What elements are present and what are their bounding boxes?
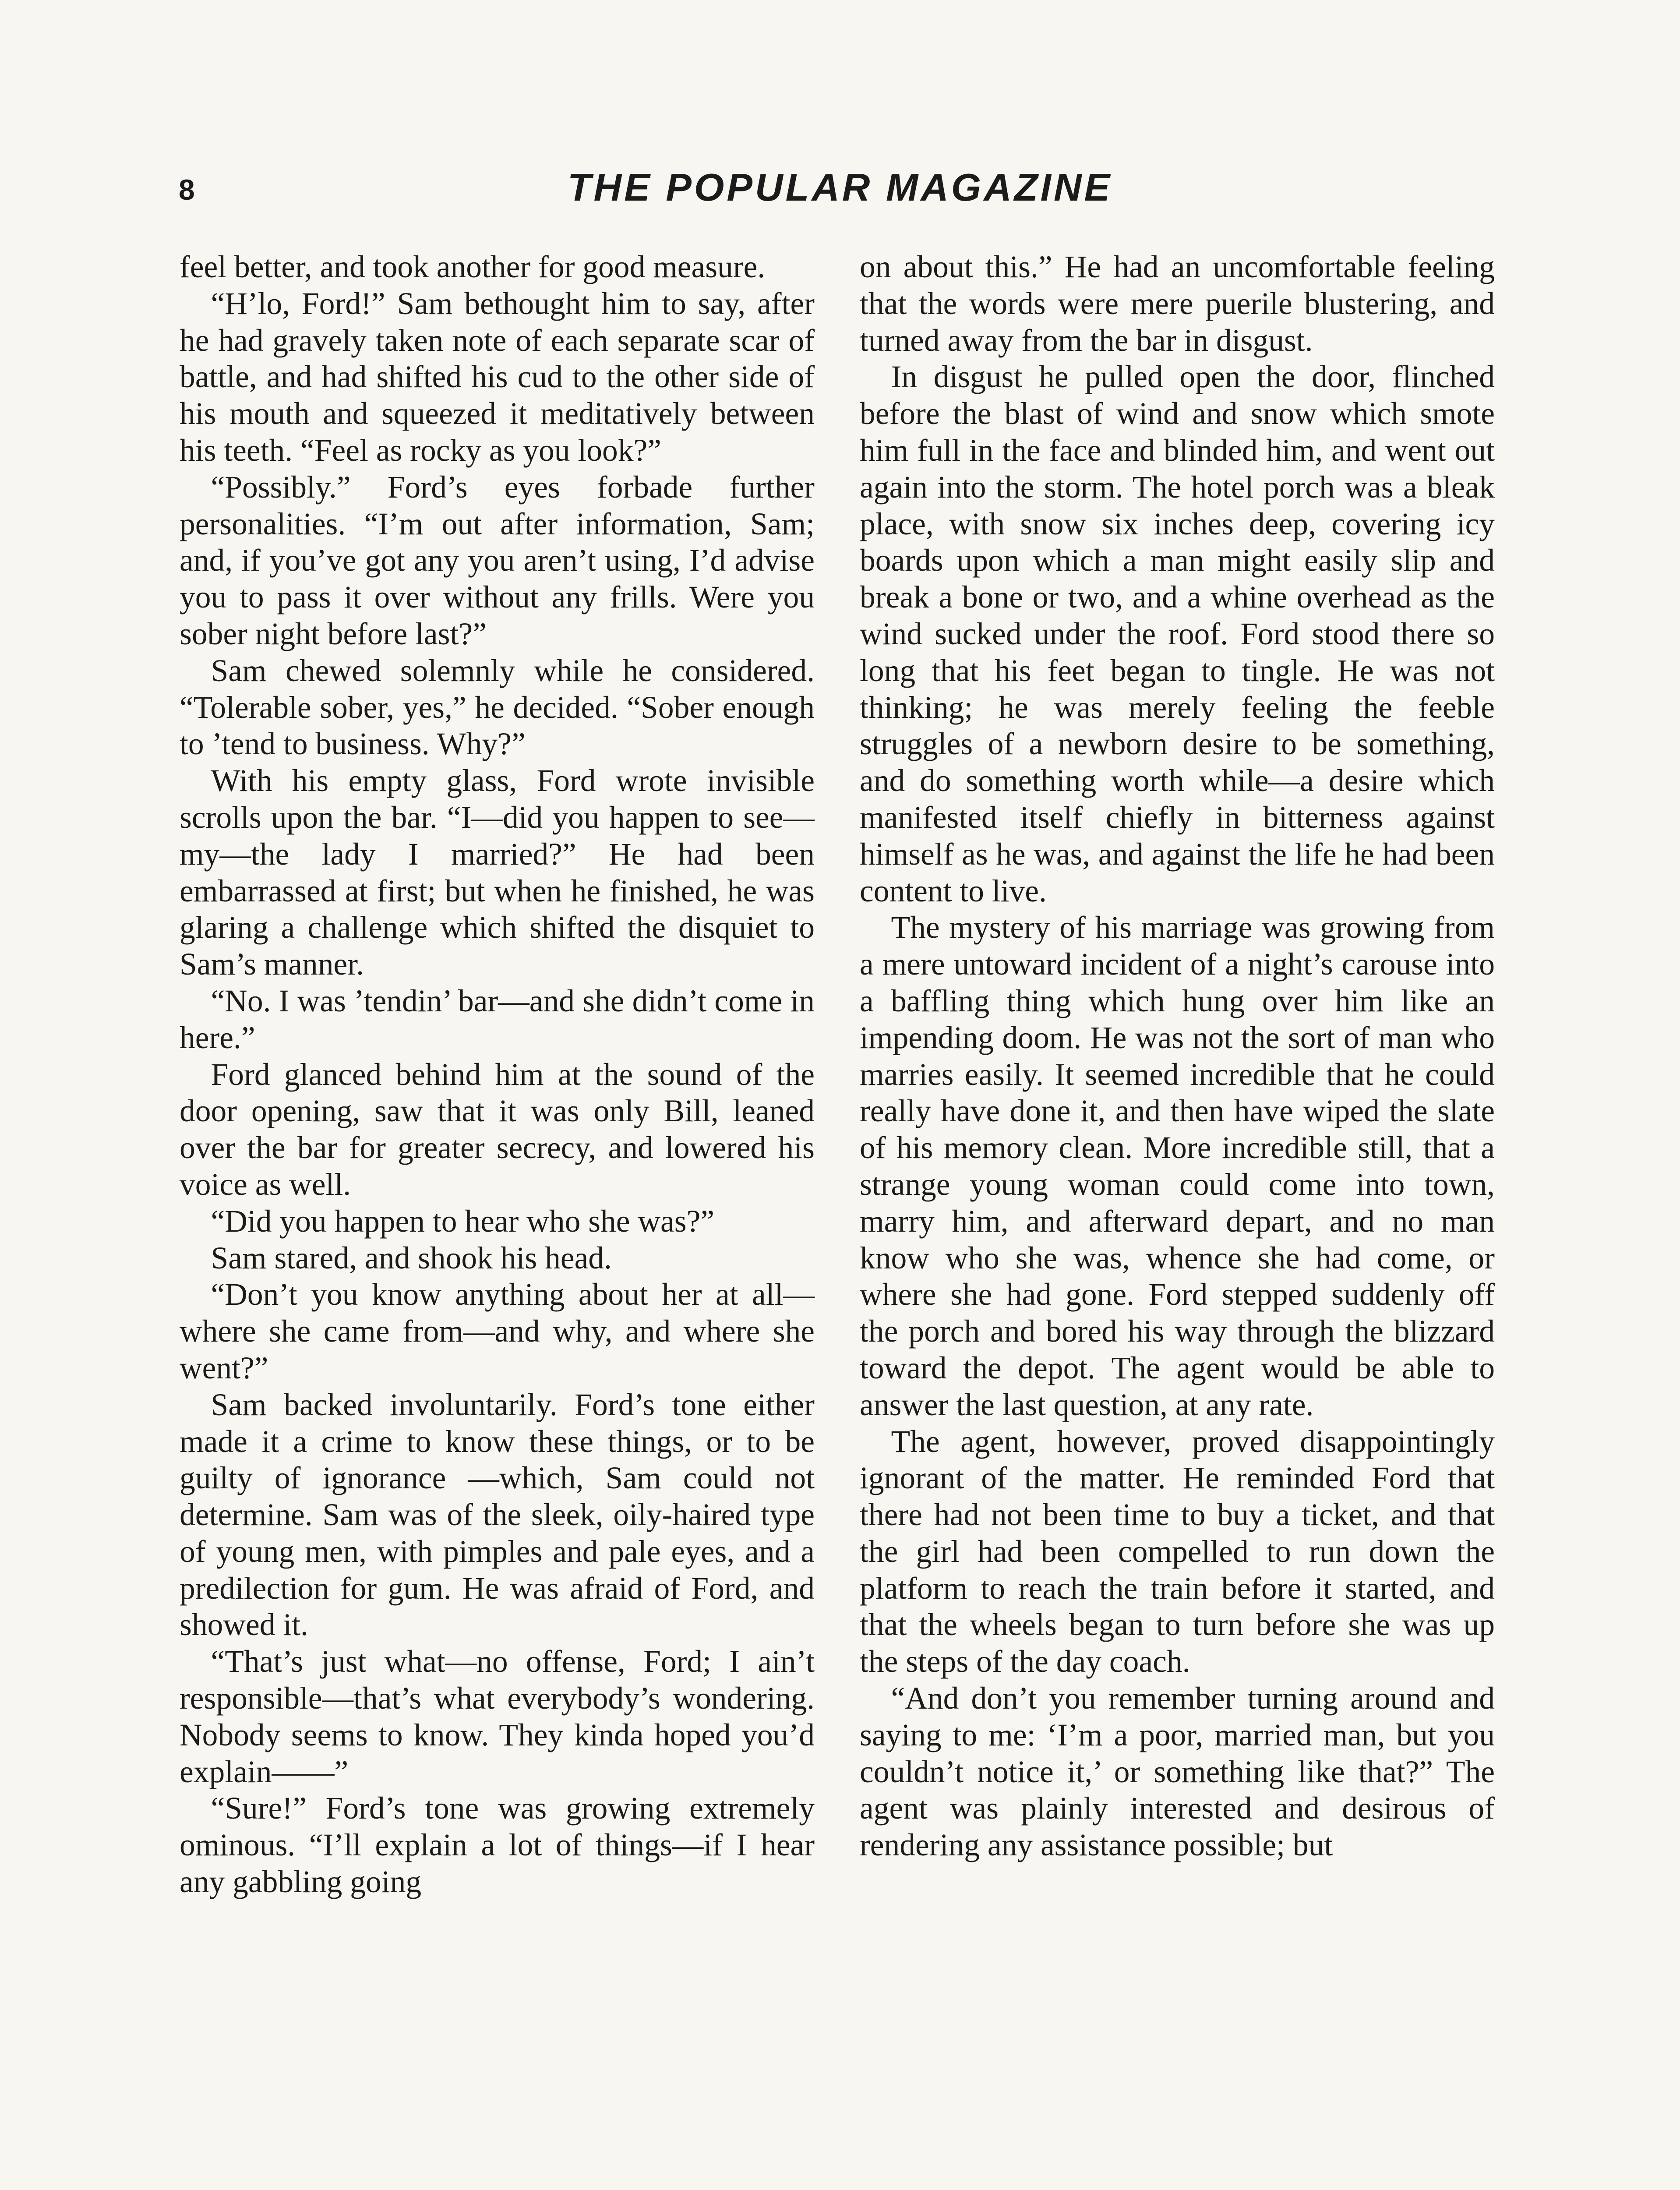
paragraph: “Did you happen to hear who she was?” (211, 1204, 715, 1239)
paragraph: Ford glanced behind him at the sound of the door opening, saw that it was only Bill, leaned over the bar for greater secrecy, and lowered his voice as well. (180, 1057, 815, 1202)
paragraph: Sam chewed solemnly while he considered. “Tolerable sober, yes,” he decided. “Sober enough to ’tend to business. Why?” (180, 653, 815, 762)
paragraph: “No. I was ’tendin’ bar—and she didn’t come in here.” (180, 983, 815, 1055)
paragraph: “Possibly.” Ford’s eyes forbade further personalities. “I’m out after information, Sam; and, if you’ve got any you aren’t using, I’d advise you to pass it over without any frills. Were you sober night before last?” (180, 470, 815, 651)
paragraph: The mystery of his marriage was growing from a mere untoward incident of a night’s carouse into a baffling thing which hung over him like an impending doom. He was not the sort of man who marries easily. It seemed incredible that he could really have done it, and then have wiped the slate of his memory clean. More incredible still, that a strange young woman could come into town, marry him, and afterward depart, and no man know who she was, whence she had come, or where she had gone. Ford stepped suddenly off the porch and bored his way through the blizzard toward the depot. The agent would be able to answer the last question, at any rate. (860, 910, 1495, 1422)
running-head-title: THE POPULAR MAGAZINE (567, 166, 1113, 209)
paragraph: Sam backed involuntarily. Ford’s tone either made it a crime to know these things, or to be guilty of ignorance —which, Sam could not determine. Sam was of the sleek, oily-haired type of young men, with pimples and pale eyes, and a predilection for gum. He was afraid of Ford, and showed it. (180, 1387, 815, 1642)
left-column (180, 249, 815, 1900)
paragraph: “And don’t you remember turning around and saying to me: ‘I’m a poor, married man, but you couldn’t notice it,’ or something like that?” The agent was plainly interested and desirous of rendering any assistance possible; but (860, 1681, 1495, 1863)
paragraph: feel better, and took another for good measure. (180, 250, 766, 284)
paragraph: Sam stared, and shook his head. (211, 1240, 612, 1275)
paragraph: “Don’t you know anything about her at all—where she came from—and why, and where she went?” (180, 1277, 815, 1385)
page-number: 8 (179, 173, 195, 206)
paragraph: “H’lo, Ford!” Sam bethought him to say, after he had gravely taken note of each separate scar of battle, and had shifted his cud to the other side of his mouth and squeezed it meditatively between his teeth. “Feel as rocky as you look?” (180, 286, 815, 468)
paragraph: With his empty glass, Ford wrote invisible scrolls upon the bar. “I—did you happen to see—my—the lady I married?” He had been embarrassed at first; but when he finished, he was glaring a challenge which shifted the disquiet to Sam’s manner. (180, 763, 815, 982)
paragraph: “Sure!” Ford’s tone was growing extremely ominous. “I’ll explain a lot of things—if I hear any gabbling going (180, 1791, 815, 1900)
right-column (860, 249, 1495, 1864)
paragraph: In disgust he pulled open the door, flinched before the blast of wind and snow which smote him full in the face and blinded him, and went out again into the storm. The hotel porch was a bleak place, with snow six inches deep, covering icy boards upon which a man might easily slip and break a bone or two, and a whine overhead as the wind sucked under the roof. Ford stood there so long that his feet began to tingle. He was not thinking; he was merely feeling the feeble struggles of a newborn desire to be something, and do something worth while—a desire which manifested itself chiefly in bitterness against himself as he was, and against the life he had been content to live. (860, 360, 1495, 908)
paragraph: on about this.” He had an uncomfortable feeling that the words were mere puerile blustering, and turned away from the bar in disgust. (860, 250, 1495, 358)
paragraph: “That’s just what—no offense, Ford; I ain’t responsible—that’s what everybody’s wondering. Nobody seems to know. They kinda hoped you’d explain——” (180, 1644, 815, 1789)
paragraph: The agent, however, proved disappointingly ignorant of the matter. He reminded Ford that there had not been time to buy a ticket, and that the girl had been compelled to run down the platform to reach the train before it started, and that the wheels began to turn before she was up the steps of the day coach. (860, 1424, 1495, 1679)
